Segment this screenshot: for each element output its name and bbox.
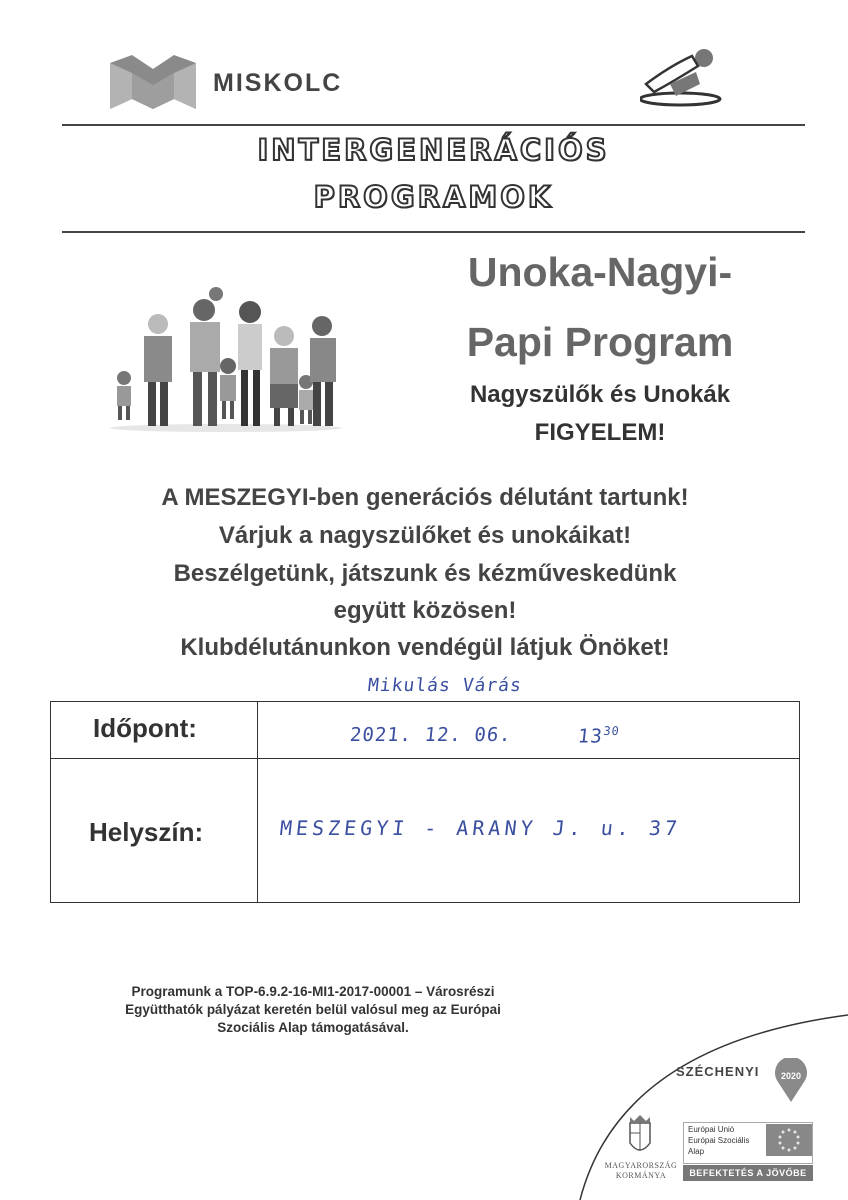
- program-title-line2: PROGRAMOK: [313, 180, 554, 214]
- body-line-3: Beszélgetünk, játszunk és kézműveskedünk: [173, 560, 677, 587]
- invest-in-future-banner: BEFEKTETÉS A JÖVŐBE: [683, 1165, 813, 1181]
- skier-logo-icon: [640, 44, 724, 110]
- handwritten-event-name: Mikulás Várás: [366, 675, 523, 696]
- eu-flag-icon: [766, 1124, 812, 1156]
- program-subtitle: Nagyszülők és Unokák: [469, 381, 731, 408]
- program-title: Unoka-Nagyi-: [467, 249, 733, 295]
- handwritten-place: MESZEGYI - ARANY J. u. 37: [278, 816, 683, 840]
- logo-text: MISKOLC: [213, 69, 343, 97]
- header-divider-bottom: [62, 231, 805, 233]
- handwritten-time: $13^{30}$: [576, 724, 621, 748]
- government-label: MAGYARORSZÁG KORMÁNYA: [604, 1161, 678, 1180]
- szechenyi-year: 2020: [780, 1071, 802, 1081]
- time-label: Időpont:: [93, 713, 197, 743]
- body-line-1: A MESZEGYI-ben generációs délutánt tartunk!: [161, 484, 689, 511]
- family-illustration: [108, 282, 344, 432]
- handwritten-date: 2021. 12. 06.: [348, 724, 513, 746]
- szechenyi-pin-icon: [774, 1058, 808, 1102]
- body-line-4: együtt közösen!: [333, 597, 517, 624]
- place-label: Helyszín:: [89, 817, 204, 847]
- funding-note: Programunk a TOP-6.9.2-16-MI1-2017-00001 – Városrészi Együtthatók pályázat keretén belül valósul meg az Európai Szociális Alap támogatásával.: [125, 984, 501, 1035]
- program-title-continued: Papi Program: [466, 319, 734, 365]
- miskolc-logo-icon: [110, 55, 196, 109]
- eu-label: Európai Unió Európai Szociális Alap: [688, 1125, 750, 1156]
- szechenyi-logo-text: SZÉCHENYI: [676, 1064, 760, 1079]
- program-title-line1: INTERGENERÁCIÓS: [257, 133, 610, 167]
- header-divider-top: [62, 124, 805, 126]
- program-attention: FIGYELEM!: [534, 419, 666, 446]
- body-line-5: Klubdélutánunkon vendégül látjuk Önöket!: [180, 634, 670, 661]
- body-line-2: Várjuk a nagyszülőket és unokáikat!: [218, 522, 632, 549]
- hungary-coat-of-arms-icon: [622, 1113, 658, 1159]
